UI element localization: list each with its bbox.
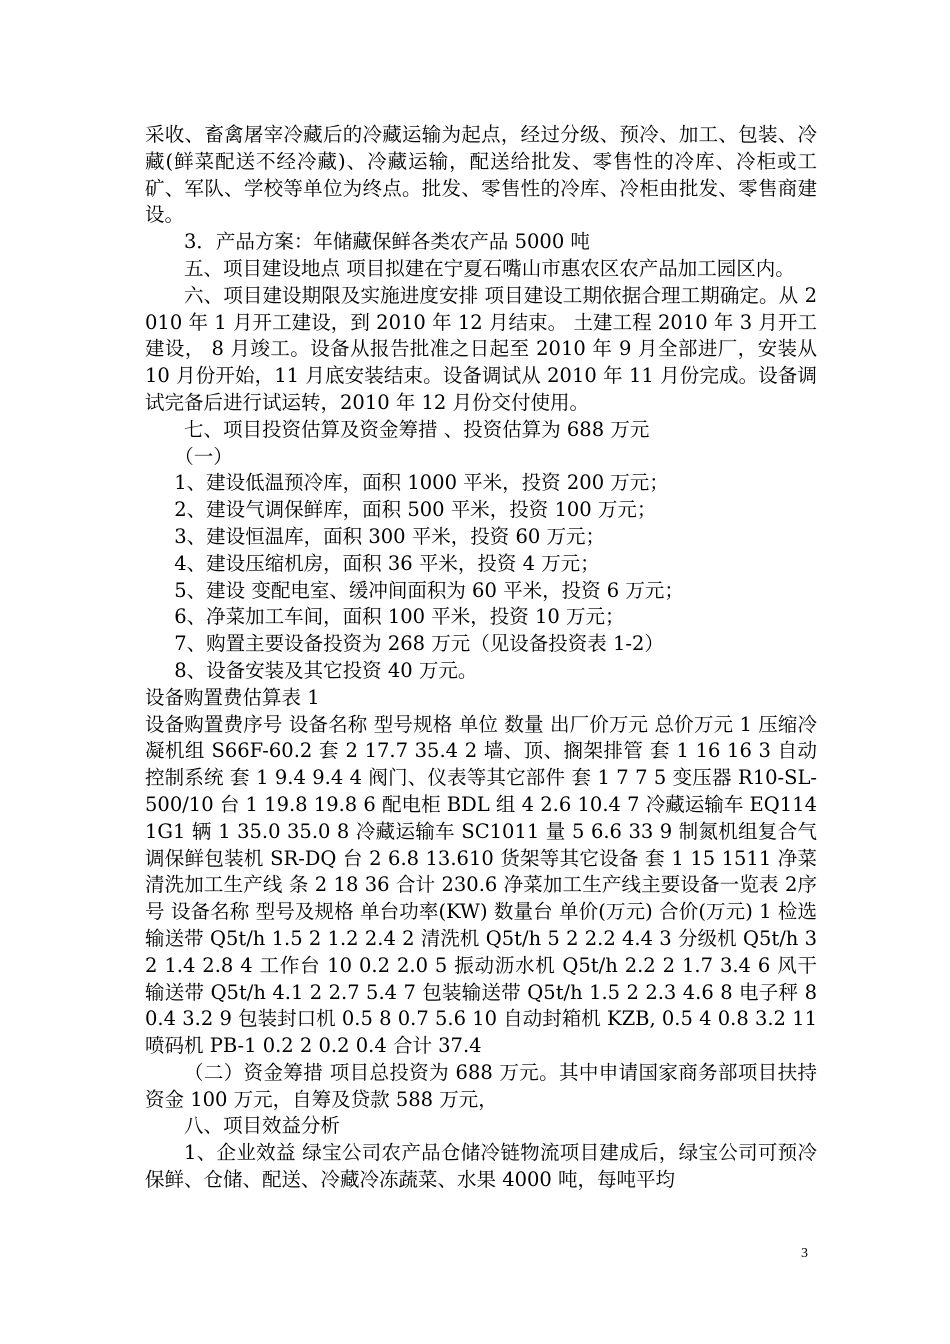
paragraph-benefit-heading: 八、项目效益分析 <box>184 1114 341 1138</box>
equipment-table-text: 设备购置费序号 设备名称 型号规格 单位 数量 出厂价万元 总价万元 1 压缩冷凝机组 S66F-60.2 套 2 17.7 35.4 2 墙、顶、搁架排管 套 1 16 16 3 自动控制系统 套 1 9.4 9.4 4 阀门、仪表等其它部件 套 1 7 7 5 变压器 R10-SL-500/10 台 1 19.8 19.8 6 配电柜 BDL 组 4 2.6 10.4 7 冷藏运输车 EQ1141G1 辆 1 35.0 35.0 8 冷藏运输车 SC1011 量 5 6.6 33 9 制氮机组复合气调保鲜包装机 SR-DQ 台 2 6.8 13.610 货架等其它设备 套 1 15 1511 净菜清洗加工生产线 条 2 18 36 合计 230.6 净菜加工生产线主要设备一览表 2序号 设备名称 型号及规格 单台功率(KW) 数量台 单价(万元) 合价(万元) 1 检选输送带 Q5t/h 1.5 2 1.2 2.4 2 清洗机 Q5t/h 5 2 2.2 4.4 3 分级机 Q5t/h 3 2 1.4 2.8 4 工作台 10 0.2 2.0 5 振动沥水机 Q5t/h 2.2 2 1.7 3.4 6 风干输送带 Q5t/h 4.1 2 2.7 5.4 7 包装输送带 Q5t/h 1.5 2 2.3 4.6 8 电子秤 8 0.4 3.2 9 包装封口机 0.5 8 0.7 5.6 10 自动封箱机 KZB, 0.5 4 0.8 3.2 11 喷码机 PB-1 0.2 2 0.2 0.4 合计 37.4 <box>145 712 817 1058</box>
paragraph-product-plan: 3．产品方案：年储藏保鲜各类农产品 5000 吨 <box>184 230 590 254</box>
paragraph-schedule: 六、项目建设期限及实施进度安排 项目建设工期依据合理工期确定。从 2010 年 1 月开工建设，到 2010 年 12 月结束。 土建工程 2010 年 3 月开工建设， 8 月竣工。设备从报告批准之日起至 2010 年 9 月全部进厂，安装从 10 月份开始，11 月底安装结束。设备调试从 2010 年 11 月份完成。设备调试完备后进行试运转，2010 年 12 月份交付使用。 <box>145 283 817 414</box>
page-number: 3 <box>801 1246 808 1261</box>
list-item-investment-7: 7、购置主要设备投资为 268 万元（见设备投资表 1-2） <box>174 632 664 656</box>
body-text <box>145 122 817 1194</box>
table-caption: 设备购置费估算表 1 <box>145 685 320 709</box>
list-item-investment-1: 1、建设低温预冷库，面积 1000 平米，投资 200 万元； <box>174 471 669 495</box>
paragraph-subsection-one: （一） <box>174 444 233 468</box>
paragraph-investment-heading: 七、项目投资估算及资金筹措 、投资估算为 688 万元 <box>184 417 650 441</box>
list-item-investment-3: 3、建设恒温库，面积 300 平米，投资 60 万元； <box>174 524 605 548</box>
paragraph-enterprise-benefit: 1、企业效益 绿宝公司农产品仓储冷链物流项目建成后，绿宝公司可预冷保鲜、仓储、配送、冷藏冷冻蔬菜、水果 4000 吨，每吨平均 <box>145 1141 817 1192</box>
paragraph-construction-site: 五、项目建设地点 项目拟建在宁夏石嘴山市惠农区农产品加工园区内。 <box>184 256 795 280</box>
list-item-investment-5: 5、建设 变配电室、缓冲间面积为 60 平米，投资 6 万元； <box>174 578 684 602</box>
list-item-investment-6: 6、净菜加工车间，面积 100 平米，投资 10 万元； <box>174 605 625 629</box>
list-item-investment-8: 8、设备安装及其它投资 40 万元。 <box>174 658 478 682</box>
paragraph-cold-chain-scope: 采收、畜禽屠宰冷藏后的冷藏运输为起点，经过分级、预冷、加工、包装、冷藏(鲜菜配送不经冷藏)、冷藏运输，配送给批发、零售性的冷库、冷柜或工矿、军队、学校等单位为终点。批发、零售性的冷库、冷柜由批发、零售商建设。 <box>145 123 817 227</box>
paragraph-funding: （二）资金筹措 项目总投资为 688 万元。其中申请国家商务部项目扶持资金 100 万元，自筹及贷款 588 万元， <box>145 1060 817 1111</box>
list-item-investment-2: 2、建设气调保鲜库，面积 500 平米，投资 100 万元； <box>174 498 657 522</box>
list-item-investment-4: 4、建设压缩机房，面积 36 平米，投资 4 万元； <box>174 551 600 575</box>
